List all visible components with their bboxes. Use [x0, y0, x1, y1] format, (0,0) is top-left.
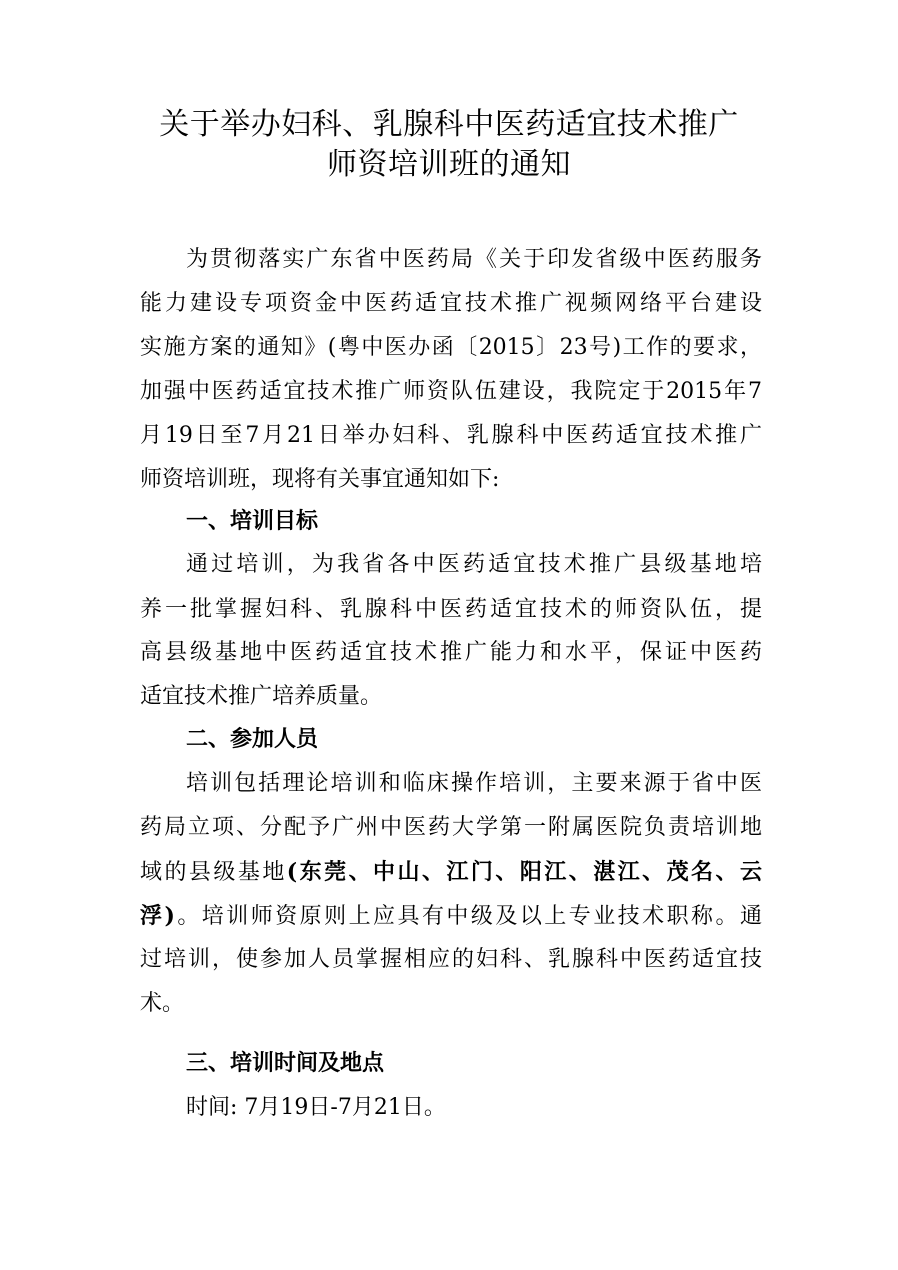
section-2-line-with-cities-end — [140, 894, 762, 938]
intro-paragraph-line: 实施方案的通知》(粤中医办函〔2015〕23号)工作的要求， — [140, 335, 762, 360]
section-2-line-with-cities — [140, 850, 762, 894]
section-2-line-3-prefix: 域的县级基地 — [140, 860, 287, 885]
training-time-line: 时间: 7月19日-7月21日。 — [186, 1095, 446, 1120]
section-2-line-4-rest: 。培训师资原则上应具有中级及以上专业技术职称。通 — [174, 904, 762, 929]
city-list-bold-end: 浮) — [140, 903, 175, 929]
intro-paragraph-line: 为贯彻落实广东省中医药局《关于印发省级中医药服务 — [186, 247, 762, 272]
section-1-line: 适宜技术推广培养质量。 — [140, 684, 383, 709]
section-heading-participants: 二、参加人员 — [186, 727, 319, 752]
section-1-line: 通过培训，为我省各中医药适宜技术推广县级基地培 — [186, 552, 762, 577]
section-1-line: 高县级基地中医药适宜技术推广能力和水平，保证中医药 — [140, 640, 762, 665]
intro-paragraph-line: 月19日至7月21日举办妇科、乳腺科中医药适宜技术推广 — [140, 423, 762, 448]
section-heading-time-location: 三、培训时间及地点 — [186, 1051, 385, 1076]
intro-paragraph-line: 师资培训班，现将有关事宜通知如下: — [140, 467, 500, 492]
document-title-line-1: 关于举办妇科、乳腺科中医药适宜技术推广 — [159, 107, 739, 142]
section-1-line: 养一批掌握妇科、乳腺科中医药适宜技术的师资队伍，提 — [140, 597, 762, 622]
section-heading-training-goals: 一、培训目标 — [186, 509, 319, 534]
city-list-bold: (东莞、中山、江门、阳江、湛江、茂名、云 — [286, 859, 762, 885]
intro-paragraph-line: 能力建设专项资金中医药适宜技术推广视频网络平台建设 — [140, 291, 762, 316]
section-2-line: 培训包括理论培训和临床操作培训，主要来源于省中医 — [186, 771, 762, 796]
section-2-line: 过培训，使参加人员掌握相应的妇科、乳腺科中医药适宜技 — [140, 947, 762, 972]
intro-paragraph-line: 加强中医药适宜技术推广师资队伍建设，我院定于2015年7 — [140, 379, 762, 404]
section-2-line: 药局立项、分配予广州中医药大学第一附属医院负责培训地 — [140, 815, 762, 840]
document-title-line-2: 师资培训班的通知 — [327, 147, 571, 182]
section-2-line: 术。 — [140, 991, 185, 1016]
